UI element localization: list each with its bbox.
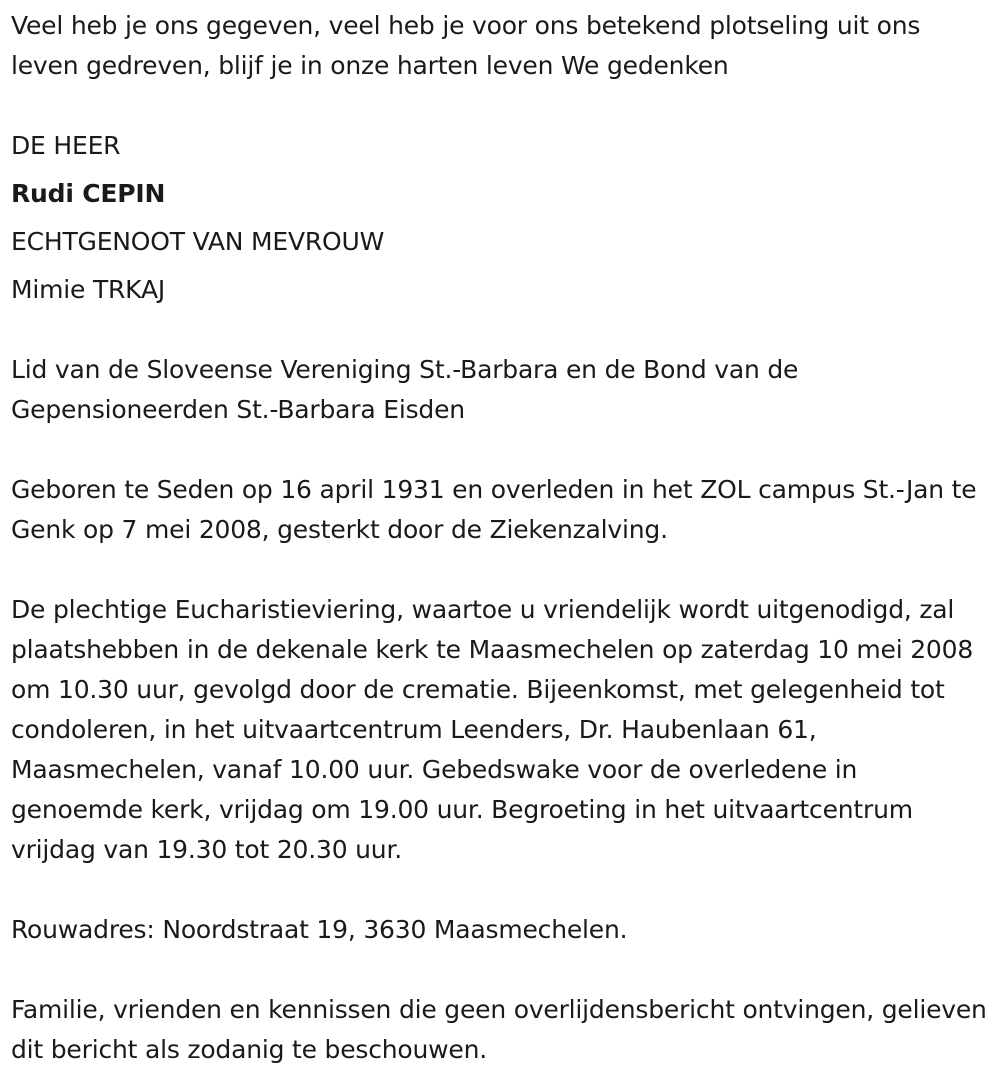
deceased-title: DE HEER <box>11 131 121 160</box>
ceremony-paragraph: De plechtige Eucharistieviering, waartoe u vriendelijk wordt uitgenodigd, zal plaatshebben in de dekenale kerk te Maasmechelen op zaterdag 10 mei 2008 om 10.30 uur, gevolgd door de crematie. Bijeenkomst, met gelegenheid tot condoleren, in het uitvaartcentrum Leenders, Dr. Haubenlaan 61, Maasmechelen, vanaf 10.00 uur. Gebedswake voor de overledene in genoemde kerk, vrijdag om 19.00 uur. Begroeting in het uitvaartcentrum vrijdag van 19.30 tot 20.30 uur. <box>11 595 974 864</box>
closing-paragraph: Familie, vrienden en kennissen die geen overlijdensbericht ontvingen, gelieven dit bericht als zodanig te beschouwen. <box>11 995 987 1064</box>
intro-verse: Veel heb je ons gegeven, veel heb je voor ons betekend plotseling uit ons leven gedreven, blijf je in onze harten leven We gedenken <box>11 11 921 80</box>
deceased-name: Rudi CEPIN <box>11 179 166 208</box>
birth-death-paragraph: Geboren te Seden op 16 april 1931 en overleden in het ZOL campus St.-Jan te Genk op 7 mei 2008, gesterkt door de Ziekenzalving. <box>11 475 977 544</box>
mourning-address: Rouwadres: Noordstraat 19, 3630 Maasmechelen. <box>11 915 628 944</box>
spouse-name: Mimie TRKAJ <box>11 275 166 304</box>
relation-line: ECHTGENOOT VAN MEVROUW <box>11 227 385 256</box>
membership-paragraph: Lid van de Sloveense Vereniging St.-Barbara en de Bond van de Gepensioneerden St.-Barbara Eisden <box>11 355 799 424</box>
